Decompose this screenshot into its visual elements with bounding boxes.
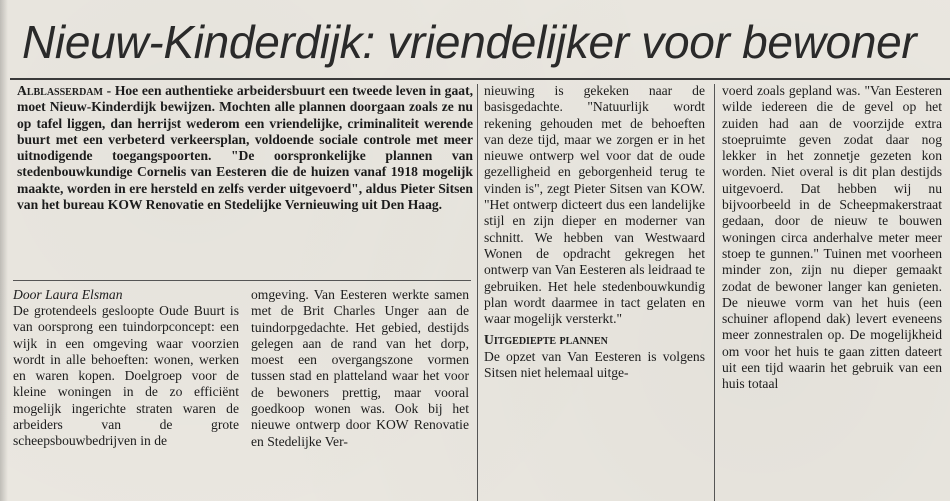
column-rule-2 bbox=[714, 84, 715, 501]
body-column-2 bbox=[251, 287, 469, 450]
body-column-3 bbox=[484, 83, 705, 381]
byline: Door Laura Elsman bbox=[13, 287, 123, 302]
lead-text: - Hoe een authentieke arbeidersbuurt een tweede leven in gaat, moet Nieuw-Kinderdijk bewijzen. Mochten alle plannen doorgaan zoals ze nu op tafel liggen, dan herrijst wederom een vriendelijke, criminaliteit werende buurt met een verbeterd verkeersplan, voldoende sociale controle met meer uitnodigende toegangspoorten. "De oorspronkelijke plannen van stedenbouwkundige Cornelis van Eesteren die de huizen vanaf 1918 mogelijk maakte, worden in ere hersteld en zelfs verder uitgevoerd", aldus Pieter Sitsen van het bureau KOW Renovatie en Stedelijke Vernieuwing uit Den Haag. bbox=[17, 83, 473, 213]
article-lead bbox=[17, 83, 473, 213]
body-column-4 bbox=[722, 83, 942, 393]
article-headline: Nieuw-Kinderdijk: vriendelijker voor bewoner bbox=[22, 16, 917, 68]
column-rule-1 bbox=[477, 84, 478, 501]
section-subhead: Uitgediepte plannen bbox=[484, 332, 608, 348]
column-4-text: voerd zoals gepland was. "Van Eesteren wilde iedereen die de gevel op het zuiden had aan de voorzijde extra stoepruimte geven zodat daar nog lekker in het zonnetje gezeten kon worden. Niet overal is dit plan destijds uitgevoerd. Dat hebben wij nu bijvoorbeeld in de Scheepmakerstraat gedaan, door de nieuw te bouwen woningen circa anderhalve meter meer stoep te gunnen." Tuinen met voorheen minder zon, zijn nu dieper gemaakt zodat de bewoner langer kan genieten. De nieuwe vorm van het huis (een schuiner aflopend dak) levert eveneens meer zonnestralen op. De mogelijkheid om voor het huis te gaan zitten dateert uit een tijd waarin het gebruik van een huis totaal bbox=[722, 83, 942, 392]
column-3-continued-text: De opzet van Van Eesteren is volgens Sitsen niet helemaal uitge- bbox=[484, 348, 705, 381]
lead-divider bbox=[13, 280, 471, 281]
body-column-1 bbox=[13, 303, 239, 450]
column-1-text: De grotendeels gesloopte Oude Buurt is van oorsprong een tuindorpconcept: een wijk in een omgeving waar voorzien wordt in alle behoeften: wonen, werken en waren kopen. Doelgroep voor de kleine woningen in de zo efficiënt mogelijk ingerichte straten waren de arbeiders van de grote scheepsbouwbedrijven in de bbox=[13, 303, 239, 449]
page-fold-shadow bbox=[0, 0, 8, 501]
dateline: Alblasserdam bbox=[17, 83, 103, 98]
column-2-text: omgeving. Van Eesteren werkte samen met de Brit Charles Unger aan de tuindorpgedachte. Het gebied, destijds gelegen aan de rand van het dorp, moest een overgangszone vormen tussen stad en platteland waar het voor de bewoners prettig, maar vooral goedkoop wonen was. Ook bij het nieuwe ontwerp door KOW Renovatie en Stedelijke Ver- bbox=[251, 287, 469, 449]
headline-rule bbox=[10, 78, 950, 80]
column-3-text: nieuwing is gekeken naar de basisgedachte. "Natuurlijk wordt rekening gehouden met de behoeften van deze tijd, maar we zorgen er in het nieuwe ontwerp wel voor dat de oude gezelligheid en geborgenheid terug te vinden is", zegt Pieter Sitsen van KOW. "Het ontwerp dicteert dus een landelijke stijl en zijn dieper en moderner van schnitt. We hebben van Westwaard Wonen de opdracht gekregen het ontwerp van Van Eesteren als leidraad te gebruiken. Het hele stedenbouwkundig plan wordt daarmee in tact gelaten en waar mogelijk versterkt." bbox=[484, 83, 705, 327]
